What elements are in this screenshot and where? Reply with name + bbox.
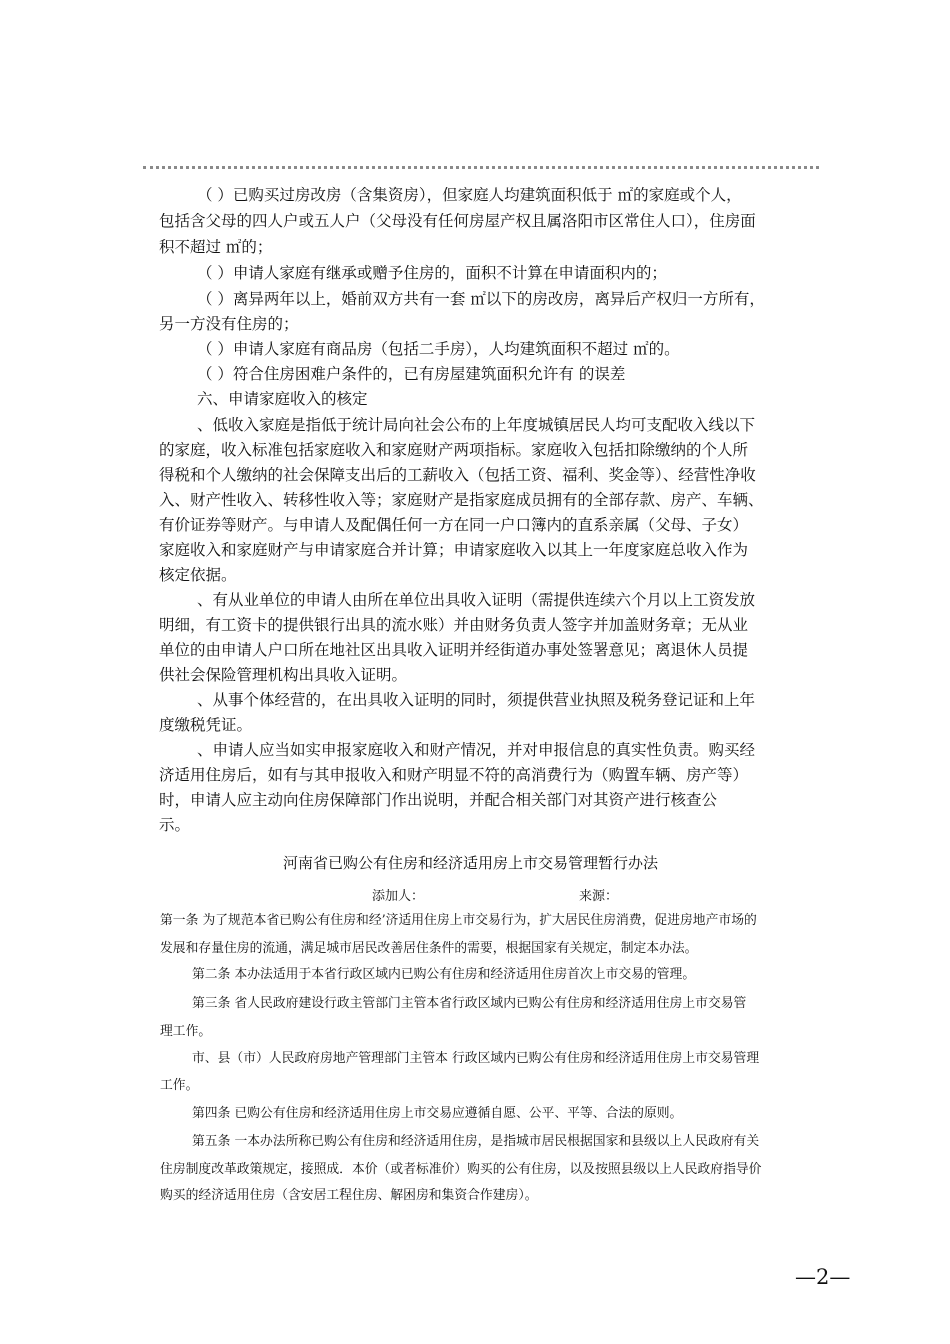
article-line: 购买的经济适用住房（含安居工程住房、解困房和集资合作建房）。 (160, 1188, 538, 1203)
article-line: 市、县（市）人民政府房地产管理部门主管本 行政区域内已购公有住房和经济适用住房上市交易管理 (192, 1051, 760, 1066)
text-line: 包括含父母的四人户或五人户（父母没有任何房屋产权且属洛阳市区常住人口），住房面 (159, 212, 756, 230)
text-line: 得税和个人缴纳的社会保障支出后的工薪收入（包括工资、福利、奖金等）、经营性净收 (159, 466, 756, 484)
text-line: 供社会保险管理机构出具收入证明。 (159, 666, 408, 684)
text-line: 、从事个体经营的，在出具收入证明的同时，须提供营业执照及税务登记证和上年 (197, 691, 756, 709)
text-line: （ ）符合住房困难户条件的，已有房屋建筑面积允许有 的误差 (197, 365, 626, 383)
article-line: 第二条 本办法适用于本省行政区域内已购公有住房和经济适用住房首次上市交易的管理。 (192, 967, 696, 982)
text-line: 有价证券等财产。与申请人及配偶任何一方在同一户口簿内的直系亲属（父母、子女） (159, 516, 749, 534)
text-line: 积不超过 ㎡的； (159, 238, 273, 256)
article-line: 第一条 为了规范本省已购公有住房和经’济适用住房上市交易行为，扩大居民住房消费，促进房地产市场的 (160, 913, 757, 928)
article-title: 河南省已购公有住房和经济适用房上市交易管理暂行办法 (283, 854, 659, 872)
text-line: 时，申请人应主动向住房保障部门作出说明，并配合相关部门对其资产进行核查公 (159, 791, 718, 809)
article-line: 发展和存量住房的流通，满足城市居民改善居住条件的需要，根据国家有关规定，制定本办法。 (160, 941, 698, 956)
text-line: 、低收入家庭是指低于统计局向社会公布的上年度城镇居民人均可支配收入线以下 (197, 416, 756, 434)
text-line: 、申请人应当如实申报家庭收入和财产情况，并对申报信息的真实性负责。购买经 (197, 741, 756, 759)
text-line: 核定依据。 (159, 566, 237, 584)
article-line: 理工作。 (160, 1024, 212, 1039)
text-line: 示。 (159, 816, 191, 834)
dotted-separator (143, 166, 819, 169)
text-line: （ ）离异两年以上，婚前双方共有一套 ㎡以下的房改房，离异后产权归一方所有， (197, 290, 765, 308)
text-line: 入、财产性收入、转移性收入等；家庭财产是指家庭成员拥有的全部存款、房产、车辆、 (159, 491, 764, 509)
text-line: 明细，有工资卡的提供银行出具的流水账）并由财务负责人签字并加盖财务章；无从业 (159, 616, 749, 634)
article-line: 第三条 省人民政府建设行政主管部门主管本省行政区域内已购公有住房和经济适用住房上市交易管 (192, 996, 747, 1011)
article-line: 第五条 一本办法所称已购公有住房和经济适用住房，是指城市居民根据国家和县级以上人民政府有关 (192, 1134, 760, 1149)
text-line: （ ）已购买过房改房（含集资房），但家庭人均建筑面积低于 ㎡的家庭或个人， (197, 186, 742, 204)
article-line: 住房制度改革政策规定，接照成．本价（或者标准价）购买的公有住房，以及按照县级以上人民政府指导价 (160, 1162, 762, 1177)
adder-label: 添加人： (372, 889, 425, 904)
text-line: 济适用住房后，如有与其申报收入和财产明显不符的高消费行为（购置车辆、房产等） (159, 766, 749, 784)
text-line: 另一方没有住房的； (159, 315, 299, 333)
page-number: —2— (795, 1265, 851, 1289)
text-line: 度缴税凭证。 (159, 716, 253, 734)
text-line: 家庭收入和家庭财产与申请家庭合并计算；申请家庭收入以其上一年度家庭总收入作为 (159, 541, 749, 559)
article-line: 工作。 (160, 1078, 199, 1093)
text-line: （ ）申请人家庭有继承或赠予住房的，面积不计算在申请面积内的； (197, 264, 667, 282)
article-line: 第四条 已购公有住房和经济适用住房上市交易应遵循自愿、公平、平等、合法的原则。 (192, 1106, 683, 1121)
text-line: （ ）申请人家庭有商品房（包括二手房），人均建筑面积不超过 ㎡的。 (197, 340, 680, 358)
text-line: 的家庭，收入标准包括家庭收入和家庭财产两项指标。家庭收入包括扣除缴纳的个人所 (159, 441, 749, 459)
section-heading: 六、申请家庭收入的核定 (197, 390, 368, 408)
source-label: 来源： (579, 889, 619, 904)
text-line: 单位的由申请人户口所在地社区出具收入证明并经街道办事处签署意见；离退休人员提 (159, 641, 749, 659)
text-line: 、有从业单位的申请人由所在单位出具收入证明（需提供连续六个月以上工资发放 (197, 591, 756, 609)
